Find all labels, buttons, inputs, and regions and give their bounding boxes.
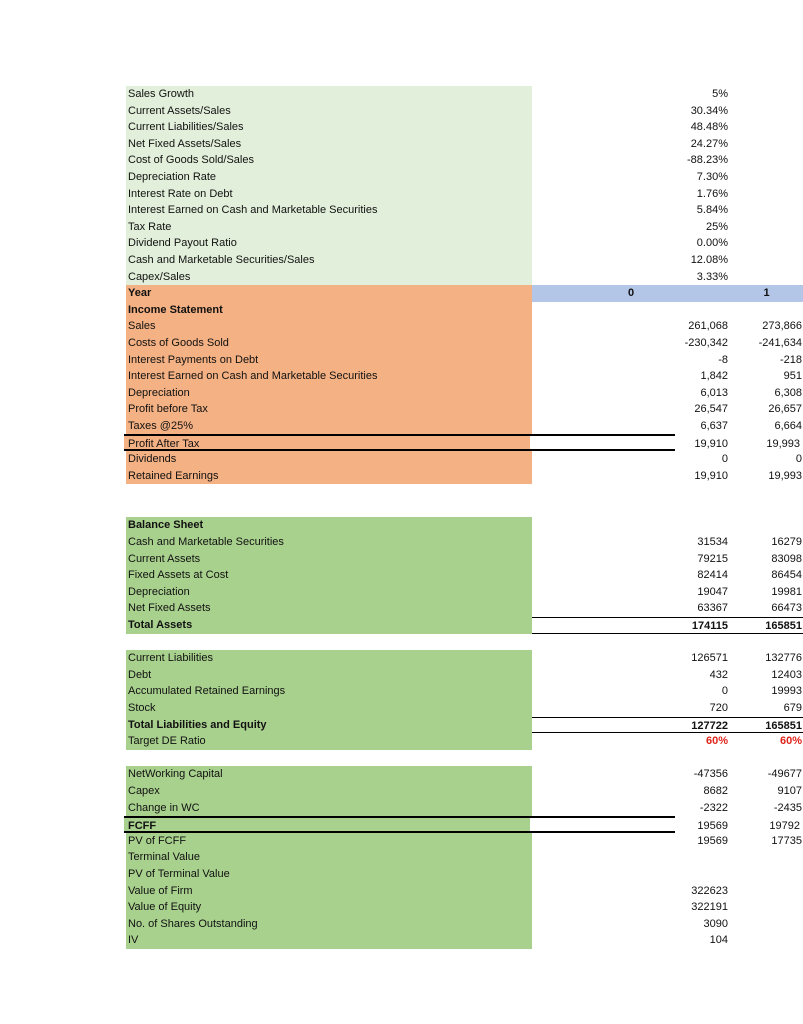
assumption-row[interactable]: Sales Growth 5% <box>126 86 686 103</box>
assumption-row[interactable]: Current Liabilities/Sales 48.48% <box>126 119 686 136</box>
balance-row[interactable]: Depreciation 19047 19981 <box>126 584 686 601</box>
balance-row[interactable]: Debt 432 12403 <box>126 667 686 684</box>
balance-row[interactable]: Accumulated Retained Earnings 0 19993 <box>126 683 686 700</box>
valuation-row[interactable]: IV 104 <box>126 932 686 949</box>
balance-row[interactable]: Fixed Assets at Cost 82414 86454 <box>126 567 686 584</box>
income-row[interactable]: Costs of Goods Sold -230,342 -241,634 <box>126 335 686 352</box>
balance-row[interactable]: Current Assets 79215 83098 <box>126 551 686 568</box>
spacer <box>126 634 686 651</box>
year-row[interactable]: Year 0 1 <box>126 285 686 302</box>
assumption-row[interactable]: Capex/Sales 3.33% <box>126 269 686 286</box>
spreadsheet <box>126 86 802 949</box>
valuation-row[interactable]: Change in WC -2322 -2435 <box>126 800 686 817</box>
balance-row[interactable]: Current Liabilities 126571 132776 <box>126 650 686 667</box>
balance-row-total-liabilities-equity[interactable]: Total Liabilities and Equity 127722 165851 <box>128 718 802 732</box>
income-statement-title[interactable]: Income Statement <box>126 302 686 319</box>
assumption-row[interactable]: Depreciation Rate 7.30% <box>126 169 686 186</box>
assumption-row[interactable]: Cash and Marketable Securities/Sales 12.08% <box>126 252 686 269</box>
balance-row[interactable]: Stock 720 679 <box>126 700 686 717</box>
balance-row-target-de-ratio[interactable]: Target DE Ratio 60% 60% <box>126 733 686 750</box>
valuation-row[interactable]: PV of FCFF 19569 17735 <box>126 833 686 850</box>
income-row[interactable]: Interest Earned on Cash and Marketable Securities 1,842 951 <box>126 368 686 385</box>
valuation-row[interactable]: Value of Equity 322191 <box>126 899 686 916</box>
assumption-row[interactable]: Current Assets/Sales 30.34% <box>126 103 686 120</box>
valuation-row[interactable]: Value of Firm 322623 <box>126 883 686 900</box>
balance-row[interactable]: Cash and Marketable Securities 31534 16279 <box>126 534 686 551</box>
income-row[interactable]: Taxes @25% 6,637 6,664 <box>126 418 686 435</box>
balance-sheet-title[interactable]: Balance Sheet <box>126 517 686 534</box>
assumption-row[interactable]: Net Fixed Assets/Sales 24.27% <box>126 136 686 153</box>
valuation-row-fcff[interactable]: FCFF 19569 19792 <box>124 816 675 833</box>
assumption-row[interactable]: Cost of Goods Sold/Sales -88.23% <box>126 152 686 169</box>
assumption-row[interactable]: Interest Rate on Debt 1.76% <box>126 186 686 203</box>
spacer <box>126 484 686 517</box>
income-row[interactable]: Depreciation 6,013 6,308 <box>126 385 686 402</box>
assumption-row[interactable]: Interest Earned on Cash and Marketable Securities 5.84% <box>126 202 686 219</box>
income-row[interactable]: Profit before Tax 26,547 26,657 <box>126 401 686 418</box>
valuation-row[interactable]: Terminal Value <box>126 849 686 866</box>
valuation-row[interactable]: NetWorking Capital -47356 -49677 <box>126 766 686 783</box>
valuation-row[interactable]: PV of Terminal Value <box>126 866 686 883</box>
assumption-row[interactable]: Tax Rate 25% <box>126 219 686 236</box>
assumption-row[interactable]: Dividend Payout Ratio 0.00% <box>126 235 686 252</box>
income-row[interactable]: Dividends 0 0 <box>126 451 686 468</box>
spacer <box>126 750 686 767</box>
balance-row[interactable]: Net Fixed Assets 63367 66473 <box>126 600 686 617</box>
valuation-row[interactable]: Capex 8682 9107 <box>126 783 686 800</box>
income-row[interactable]: Retained Earnings 19,910 19,993 <box>126 468 686 485</box>
income-row[interactable]: Sales 261,068 273,866 <box>126 318 686 335</box>
valuation-row[interactable]: No. of Shares Outstanding 3090 <box>126 916 686 933</box>
income-row[interactable]: Interest Payments on Debt -8 -218 <box>126 352 686 369</box>
income-row-profit-after-tax[interactable]: Profit After Tax 19,910 19,993 <box>124 434 675 451</box>
balance-row-total-assets[interactable]: Total Assets 174115 165851 <box>128 619 802 632</box>
